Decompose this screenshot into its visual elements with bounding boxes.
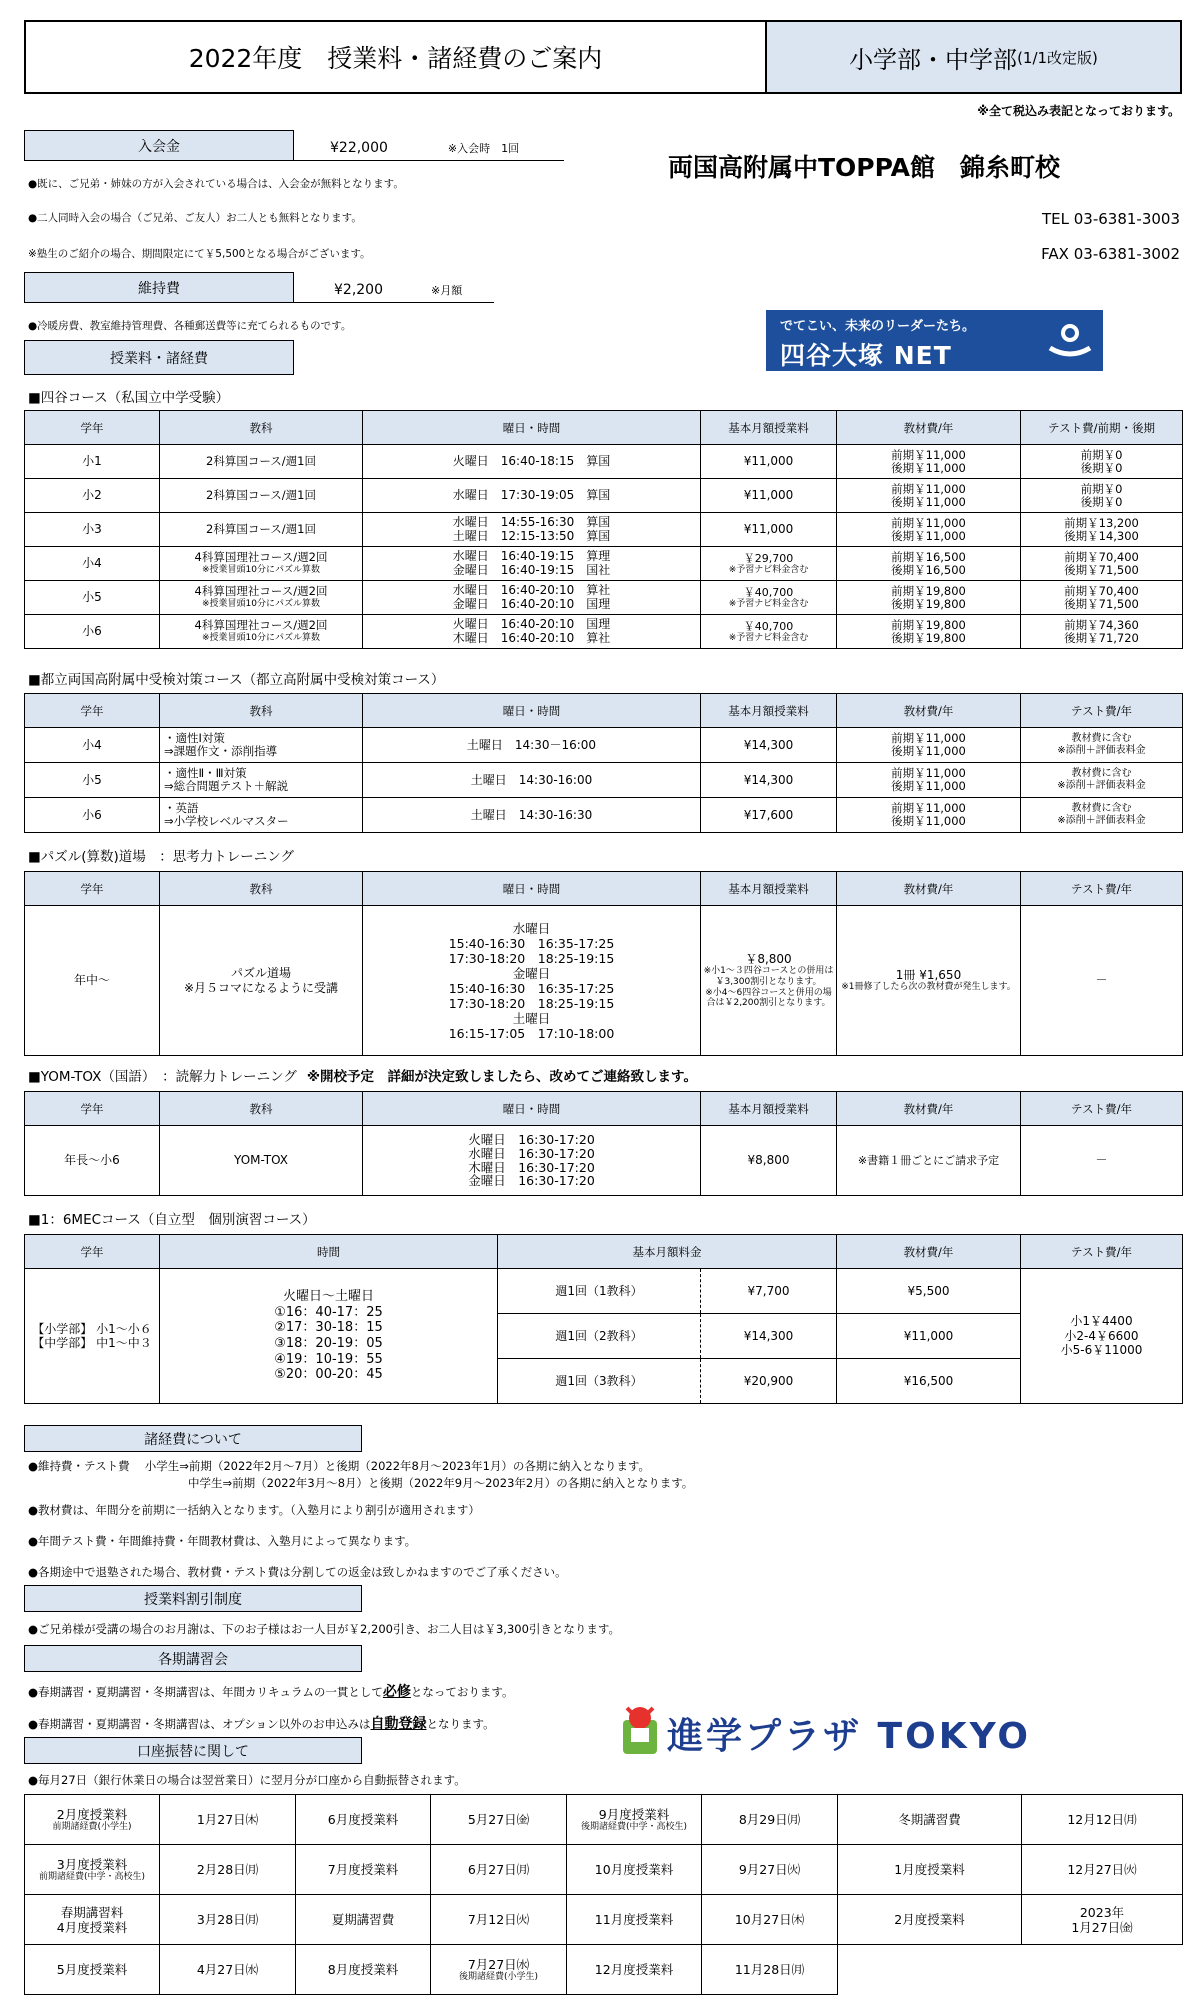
- fee-cell: [701, 445, 837, 479]
- person-icon: [1048, 322, 1092, 360]
- date-cell: [160, 1895, 296, 1945]
- school-fax: FAX 03-6381-3002: [1041, 245, 1180, 263]
- cell-text: 4月27日㈬: [196, 1962, 259, 1977]
- plan-fee: ¥20,900: [701, 1359, 837, 1404]
- cell-text: 7月12日㈫: [467, 1912, 530, 1927]
- table-row: [25, 445, 1183, 479]
- debit-label: 口座振替に関して: [24, 1737, 362, 1764]
- shingaku-plaza-logo: [617, 1702, 1057, 1762]
- cell-text: 2月度授業料: [56, 1806, 128, 1822]
- time-cell: 火曜日～土曜日 ①16：40-17：25 ②17：30-18：15 ③18：20-19：05 ④19：10-19：55 ⑤20：00-20：45: [160, 1269, 498, 1404]
- grade-cell: 小1: [25, 445, 160, 479]
- page-header: [24, 20, 1182, 94]
- cell-text: 12月度授業料: [594, 1962, 674, 1977]
- subject-cell: [160, 581, 363, 615]
- yomtox-table: [24, 1091, 1183, 1196]
- subject-cell: ・英語 ⇒小学校レベルマスター: [160, 798, 363, 833]
- item-cell: [25, 1945, 160, 1995]
- col-header: 時間: [160, 1235, 498, 1269]
- division-label: 小学部・中学部: [849, 45, 1018, 74]
- admission-note-3: ※塾生のご紹介の場合、期間限定にて￥5,500となる場合がございます。: [28, 248, 371, 260]
- item-cell: [296, 1795, 431, 1845]
- tax-note: ※全て税込み表記となっております。: [977, 104, 1180, 118]
- cell-text: 10月度授業料: [594, 1862, 674, 1877]
- grade-cell: 小3: [25, 513, 160, 547]
- item-cell: [838, 1945, 1022, 1995]
- col-header: 曜日・時間: [363, 872, 701, 906]
- discount-line: ●ご兄弟様が受講の場合のお月謝は、下のお子様はお一人目が￥2,200引き、お二人目は￥3,300引きとなります。: [28, 1622, 620, 1636]
- table-row: [25, 513, 1183, 547]
- expenses-line-2: 中学生⇒前期（2022年3月～8月）と後期（2022年9月～2023年2月）の各期に納入となります。: [188, 1476, 694, 1490]
- expenses-line-1: ●維持費・テスト費 小学生⇒前期（2022年2月～7月）と後期（2022年8月～2023年1月）の各期に納入となります。: [28, 1459, 651, 1473]
- cell-text: 2023年 1月27日㈮: [1071, 1904, 1133, 1935]
- item-cell: [838, 1895, 1022, 1945]
- subject-cell: [160, 513, 363, 547]
- item-cell: [838, 1795, 1022, 1845]
- test-cell: 前期￥74,360 後期￥71,720: [1021, 615, 1183, 649]
- page-title: 2022年度 授業料・諸経費のご案内: [26, 22, 767, 92]
- table-row: [25, 798, 1183, 833]
- cell-text: 7月27日㈬: [467, 1956, 530, 1972]
- date-cell: [431, 1945, 567, 1995]
- table-row: [25, 906, 1183, 1056]
- fee-cell: [701, 581, 837, 615]
- cell-note: 前期諸経費(中学・高校生): [38, 1871, 146, 1882]
- subject-label: 2科算国コース/週1回: [206, 521, 316, 536]
- fee-note: ※小1～３四谷コースとの併用は ￥3,300割引となります。 ※小4～6四谷コースと併用の場合は￥2,200割引となります。: [703, 966, 834, 1009]
- subject-label: 4科算国理社コース/週2回: [194, 618, 328, 633]
- plan-label: 週1回（1教科）: [498, 1269, 701, 1314]
- test-cell: －: [1021, 1126, 1183, 1196]
- schedule-cell: 土曜日 14:30-16:00: [363, 763, 701, 798]
- grade-cell: 小5: [25, 581, 160, 615]
- table-row: [25, 1845, 1183, 1895]
- test-cell: 小1￥4400 小2-4￥6600 小5-6￥11000: [1021, 1269, 1183, 1404]
- item-cell: [25, 1795, 160, 1845]
- plan-material: ¥5,500: [837, 1269, 1021, 1314]
- col-header: 教科: [160, 694, 363, 728]
- grade-cell: 小6: [25, 615, 160, 649]
- expenses-line-5: ●各期途中で退塾された場合、教材費・テスト費は分割しての返金は致しかねますのでご了承ください。: [28, 1565, 567, 1579]
- expenses-line-3: ●教材費は、年間分を前期に一括納入となります。（入塾月により割引が適用されます）: [28, 1503, 480, 1517]
- test-cell: 前期￥70,400 後期￥71,500: [1021, 581, 1183, 615]
- item-cell: [25, 1895, 160, 1945]
- col-header: 教材費/年: [837, 1235, 1021, 1269]
- plan-fee: ¥7,700: [701, 1269, 837, 1314]
- date-cell: [431, 1795, 567, 1845]
- material-cell: 前期￥11,000 後期￥11,000: [837, 763, 1021, 798]
- fee-value: ¥11,000: [743, 522, 794, 537]
- fee-value: ￥29,700: [743, 551, 794, 565]
- date-cell: [702, 1895, 838, 1945]
- col-header: 曜日・時間: [363, 694, 701, 728]
- puzzle-table: [24, 871, 1183, 1056]
- col-header: 曜日・時間: [363, 1092, 701, 1126]
- cell-text: 9月27日㈫: [738, 1862, 801, 1877]
- table-row: [25, 615, 1183, 649]
- table-row: [25, 581, 1183, 615]
- fee-cell: ¥8,800: [701, 1126, 837, 1196]
- schedule-cell: 火曜日 16:40-20:10 国理 木曜日 16:40-20:10 算社: [363, 615, 701, 649]
- col-header: 学年: [25, 694, 160, 728]
- cell-text: 夏期講習費: [331, 1912, 395, 1927]
- admission-fee-line: [294, 130, 564, 161]
- seasonal-text: となります。: [426, 1717, 495, 1731]
- cell-text: 9月度授業料: [598, 1806, 670, 1822]
- cell-text: 5月度授業料: [56, 1962, 128, 1977]
- col-header: 学年: [25, 411, 160, 445]
- col-header: 教科: [160, 411, 363, 445]
- table-header-row: [25, 1235, 1183, 1269]
- cell-text: 2月度授業料: [894, 1912, 965, 1927]
- material-cell: 前期￥11,000 後期￥11,000: [837, 798, 1021, 833]
- test-cell: 教材費に含む ※添削＋評価表料金: [1021, 728, 1183, 763]
- cell-text: 3月28日㈪: [196, 1912, 259, 1927]
- cell-text: 3月度授業料: [56, 1856, 128, 1872]
- date-cell: [431, 1845, 567, 1895]
- division-title: [767, 22, 1180, 92]
- date-cell: [1022, 1845, 1183, 1895]
- maintenance-fee-note: ※月額: [431, 284, 463, 297]
- fee-cell: [701, 513, 837, 547]
- fee-cell: ¥14,300: [701, 728, 837, 763]
- grade-cell: 小4: [25, 728, 160, 763]
- cell-text: 2月28日㈪: [196, 1862, 259, 1877]
- cell-note: 前期諸経費(小学生): [52, 1821, 132, 1832]
- material-cell: ※書籍１冊ごとにご請求予定: [837, 1126, 1021, 1196]
- test-cell: 教材費に含む ※添削＋評価表料金: [1021, 763, 1183, 798]
- col-header: 基本月額授業料: [701, 694, 837, 728]
- subject-cell: [160, 615, 363, 649]
- item-cell: [296, 1845, 431, 1895]
- admission-label: 入会金: [24, 130, 294, 161]
- schedule-cell: 水曜日 16:40-19:15 算理 金曜日 16:40-19:15 国社: [363, 547, 701, 581]
- fee-value: ￥8,800: [745, 951, 792, 966]
- material-cell: 前期￥11,000 後期￥11,000: [837, 513, 1021, 547]
- col-header: 基本月額授業料: [701, 872, 837, 906]
- seasonal-text: となっております。: [410, 1685, 514, 1699]
- grade-cell: 小4: [25, 547, 160, 581]
- maintenance-note: ●冷暖房費、教室維持管理費、各種郵送費等に充てられるものです。: [28, 320, 352, 332]
- cell-text: 6月27日㈪: [467, 1862, 530, 1877]
- maintenance-fee-line: [294, 272, 494, 303]
- material-value: 1冊 ¥1,650: [895, 967, 962, 982]
- discount-label: 授業料割引制度: [24, 1585, 362, 1612]
- date-cell: [702, 1845, 838, 1895]
- tuition-label: 授業料・諸経費: [24, 340, 294, 375]
- date-cell: [702, 1795, 838, 1845]
- date-cell: [160, 1795, 296, 1845]
- seasonal-text: ●春期講習・夏期講習・冬期講習は、年間カリキュラムの一貫として: [28, 1685, 383, 1699]
- table-row: [25, 728, 1183, 763]
- material-cell: 前期￥11,000 後期￥11,000: [837, 728, 1021, 763]
- maintenance-label: 維持費: [24, 272, 294, 303]
- table-row: [25, 1945, 1183, 1995]
- date-cell: [160, 1845, 296, 1895]
- col-header: 教科: [160, 1092, 363, 1126]
- item-cell: [567, 1845, 702, 1895]
- table-header-row: [25, 1092, 1183, 1126]
- puzzle-title: ■パズル(算数)道場 ：思考力トレーニング: [28, 849, 295, 865]
- subject-cell: ・適性Ⅰ対策 ⇒課題作文・添削指導: [160, 728, 363, 763]
- yotsuya-table: [24, 410, 1183, 649]
- test-cell: 教材費に含む ※添削＋評価表料金: [1021, 798, 1183, 833]
- material-cell: 前期￥16,500 後期￥16,500: [837, 547, 1021, 581]
- date-cell: [1022, 1945, 1183, 1995]
- subject-note: ※授業冒頭10分にパズル算数: [202, 565, 320, 575]
- admission-note-2: ●二人同時入会の場合（ご兄弟、ご友人）お二人とも無料となります。: [28, 212, 362, 224]
- cell-text: 10月27日㈭: [734, 1912, 805, 1927]
- col-header: 教材費/年: [837, 1092, 1021, 1126]
- table-row: [25, 1795, 1183, 1845]
- logo-name: 四谷大塚 NET: [780, 341, 952, 370]
- material-note: ※1冊修了したら次の教材費が発生します。: [841, 982, 1016, 993]
- fee-cell: [701, 547, 837, 581]
- grade-cell: 小2: [25, 479, 160, 513]
- fee-value: ￥40,700: [743, 619, 794, 633]
- col-header: 教材費/年: [837, 694, 1021, 728]
- col-header: 教材費/年: [837, 872, 1021, 906]
- admission-note-1: ●既に、ご兄弟・姉妹の方が入会されている場合は、入会金が無料となります。: [28, 178, 404, 190]
- cell-text: 12月27日㈫: [1067, 1862, 1137, 1877]
- subject-cell: ・適性Ⅱ・Ⅲ対策 ⇒総合問題テスト＋解説: [160, 763, 363, 798]
- test-cell: 前期￥13,200 後期￥14,300: [1021, 513, 1183, 547]
- cell-note: 後期諸経費(小学生): [458, 1971, 539, 1982]
- schedule-cell: 水曜日 15:40-16:30 16:35-17:25 17:30-18:20 18:25-19:15 金曜日 15:40-16:30 16:35-17:25 17:30-18:20 18:25-19:15 土曜日 16:15-17:05 17:10-18:00: [363, 906, 701, 1056]
- fee-cell: [701, 615, 837, 649]
- subject-label: 4科算国理社コース/週2回: [194, 584, 328, 599]
- toritsu-table: [24, 693, 1183, 833]
- yotsuya-title: ■四谷コース（私国立中学受験）: [28, 390, 230, 406]
- schedule-cell: 火曜日 16:30-17:20 水曜日 16:30-17:20 木曜日 16:30-17:20 金曜日 16:30-17:20: [363, 1126, 701, 1196]
- test-cell: －: [1021, 906, 1183, 1056]
- col-header: テスト費/年: [1021, 1092, 1183, 1126]
- item-cell: [567, 1945, 702, 1995]
- cell-text: 12月12日㈪: [1067, 1812, 1137, 1827]
- col-header: 学年: [25, 872, 160, 906]
- item-cell: [838, 1845, 1022, 1895]
- mec-title: ■1：6MECコース（自立型 個別演習コース）: [28, 1212, 316, 1228]
- table-row: [25, 547, 1183, 581]
- debit-table: [24, 1794, 1183, 1995]
- plan-material: ¥11,000: [837, 1314, 1021, 1359]
- grade-cell: 小5: [25, 763, 160, 798]
- material-cell: 前期￥11,000 後期￥11,000: [837, 479, 1021, 513]
- cell-text: 11月28日㈪: [734, 1962, 805, 1977]
- expenses-line-4: ●年間テスト費・年間維持費・年間教材費は、入塾月によって異なります。: [28, 1534, 417, 1548]
- cell-text: 冬期講習費: [898, 1812, 961, 1827]
- admission-fee-note: ※入会時 1回: [447, 142, 520, 155]
- fee-note: ※予習ナビ料金含む: [728, 564, 809, 575]
- cell-text: 11月度授業料: [594, 1912, 674, 1927]
- item-cell: [567, 1895, 702, 1945]
- schedule-cell: 水曜日 17:30-19:05 算国: [363, 479, 701, 513]
- col-header: テスト費/年: [1021, 1235, 1183, 1269]
- fee-note: ※予習ナビ料金含む: [728, 598, 809, 609]
- plan-fee: ¥14,300: [701, 1314, 837, 1359]
- col-header: 曜日・時間: [363, 411, 701, 445]
- subject-label: 2科算国コース/週1回: [206, 487, 316, 502]
- material-cell: [837, 906, 1021, 1056]
- table-header-row: [25, 694, 1183, 728]
- test-cell: 前期￥0 後期￥0: [1021, 445, 1183, 479]
- debit-line: ●毎月27日（銀行休業日の場合は翌営業日）に翌月分が口座から自動振替されます。: [28, 1773, 466, 1787]
- seasonal-text: ●春期講習・夏期講習・冬期講習は、オプション以外のお申込みは: [28, 1717, 371, 1731]
- revision-label: (1/1改定版): [1017, 48, 1098, 67]
- cell-note: 後期諸経費(中学・高校生): [580, 1821, 688, 1832]
- expenses-label: 諸経費について: [24, 1425, 362, 1452]
- table-row: [25, 1895, 1183, 1945]
- seasonal-emphasis: 必修: [382, 1684, 411, 1700]
- cell-text: 6月度授業料: [327, 1812, 399, 1827]
- fee-cell: [701, 479, 837, 513]
- col-header: テスト費/年: [1021, 872, 1183, 906]
- col-header: テスト費/年: [1021, 694, 1183, 728]
- cell-text: 1月度授業料: [894, 1862, 965, 1877]
- grade-cell: 小6: [25, 798, 160, 833]
- plan-material: ¥16,500: [837, 1359, 1021, 1404]
- grade-cell: 年中～: [25, 906, 160, 1056]
- schedule-cell: 火曜日 16:40-18:15 算国: [363, 445, 701, 479]
- toritsu-title: ■都立両国高附属中受検対策コース（都立高附属中受検対策コース）: [28, 672, 445, 688]
- fee-value: ￥40,700: [743, 585, 794, 599]
- table-row: [25, 1126, 1183, 1196]
- schedule-cell: 水曜日 16:40-20:10 算社 金曜日 16:40-20:10 国理: [363, 581, 701, 615]
- material-cell: 前期￥11,000 後期￥11,000: [837, 445, 1021, 479]
- cell-text: 7月度授業料: [327, 1862, 399, 1877]
- schedule-cell: 土曜日 14:30-16:30: [363, 798, 701, 833]
- fee-value: ¥11,000: [743, 454, 794, 469]
- cell-text: 8月29日㈪: [738, 1812, 801, 1827]
- subject-note: ※授業冒頭10分にパズル算数: [202, 633, 320, 643]
- yomtox-title-text: ■YOM-TOX（国語） ：読解力トレーニング: [28, 1069, 297, 1085]
- col-header: 学年: [25, 1235, 160, 1269]
- plan-label: 週1回（2教科）: [498, 1314, 701, 1359]
- fee-cell: [701, 906, 837, 1056]
- mec-table: [24, 1234, 1183, 1404]
- table-row: [25, 479, 1183, 513]
- col-header: 学年: [25, 1092, 160, 1126]
- date-cell: [702, 1945, 838, 1995]
- yotsuya-net-logo: [766, 310, 1103, 371]
- schedule-cell: 水曜日 14:55-16:30 算国 土曜日 12:15-13:50 算国: [363, 513, 701, 547]
- yomtox-notice: ※開校予定 詳細が決定致しましたら、改めてご連絡致します。: [306, 1069, 697, 1085]
- seasonal-label: 各期講習会: [24, 1645, 362, 1672]
- date-cell: [160, 1945, 296, 1995]
- date-cell: [1022, 1795, 1183, 1845]
- yomtox-title: [28, 1065, 697, 1085]
- fee-cell: ¥14,300: [701, 763, 837, 798]
- seasonal-line-2: [28, 1713, 495, 1733]
- subject-cell: パズル道場 ※月５コマになるように受講: [160, 906, 363, 1056]
- admission-fee: ¥22,000: [330, 140, 388, 156]
- table-row: [25, 763, 1183, 798]
- subject-label: 4科算国理社コース/週2回: [194, 550, 328, 565]
- subject-cell: [160, 547, 363, 581]
- grade-cell: 【小学部】 小1～小６ 【中学部】 中1～中３: [25, 1269, 160, 1404]
- subject-note: ※授業冒頭10分にパズル算数: [202, 599, 320, 609]
- subject-cell: YOM-TOX: [160, 1126, 363, 1196]
- date-cell: [1022, 1895, 1183, 1945]
- plaza-logo-name: 進学プラザ TOKYO: [667, 1716, 1031, 1757]
- seasonal-emphasis: 自動登録: [370, 1716, 427, 1732]
- col-header: 基本月額授業料: [701, 1092, 837, 1126]
- item-cell: [567, 1795, 702, 1845]
- cell-text: 春期講習料 4月度授業料: [56, 1904, 128, 1935]
- cell-text: 5月27日㈮: [467, 1812, 530, 1827]
- logo-tagline: でてこい、未来のリーダーたち。: [780, 319, 976, 334]
- item-cell: [296, 1945, 431, 1995]
- cell-text: 1月27日㈭: [196, 1812, 259, 1827]
- fee-value: ¥11,000: [743, 488, 794, 503]
- seasonal-line-1: [28, 1681, 514, 1701]
- material-cell: 前期￥19,800 後期￥19,800: [837, 615, 1021, 649]
- maintenance-fee: ¥2,200: [334, 282, 383, 298]
- col-header: 教材費/年: [837, 411, 1021, 445]
- col-header: 基本月額授業料: [701, 411, 837, 445]
- test-cell: 前期￥70,400 後期￥71,500: [1021, 547, 1183, 581]
- col-header: 基本月額料金: [498, 1235, 837, 1269]
- table-row: [25, 1269, 1183, 1314]
- col-header: テスト費/前期・後期: [1021, 411, 1183, 445]
- subject-label: 2科算国コース/週1回: [206, 453, 316, 468]
- school-tel: TEL 03-6381-3003: [1041, 210, 1180, 228]
- schedule-cell: 土曜日 14:30－16:00: [363, 728, 701, 763]
- item-cell: [296, 1895, 431, 1945]
- date-cell: [431, 1895, 567, 1945]
- item-cell: [25, 1845, 160, 1895]
- table-header-row: [25, 872, 1183, 906]
- material-cell: 前期￥19,800 後期￥19,800: [837, 581, 1021, 615]
- table-header-row: [25, 411, 1183, 445]
- fee-cell: ¥17,600: [701, 798, 837, 833]
- school-name: 両国高附属中TOPPA館 錦糸町校: [668, 153, 1061, 182]
- subject-cell: [160, 479, 363, 513]
- mascot-icon: [617, 1702, 663, 1760]
- cell-text: 8月度授業料: [327, 1962, 399, 1977]
- test-cell: 前期￥0 後期￥0: [1021, 479, 1183, 513]
- col-header: 教科: [160, 872, 363, 906]
- plan-label: 週1回（3教科）: [498, 1359, 701, 1404]
- grade-cell: 年長～小6: [25, 1126, 160, 1196]
- subject-cell: [160, 445, 363, 479]
- fee-note: ※予習ナビ料金含む: [728, 632, 809, 643]
